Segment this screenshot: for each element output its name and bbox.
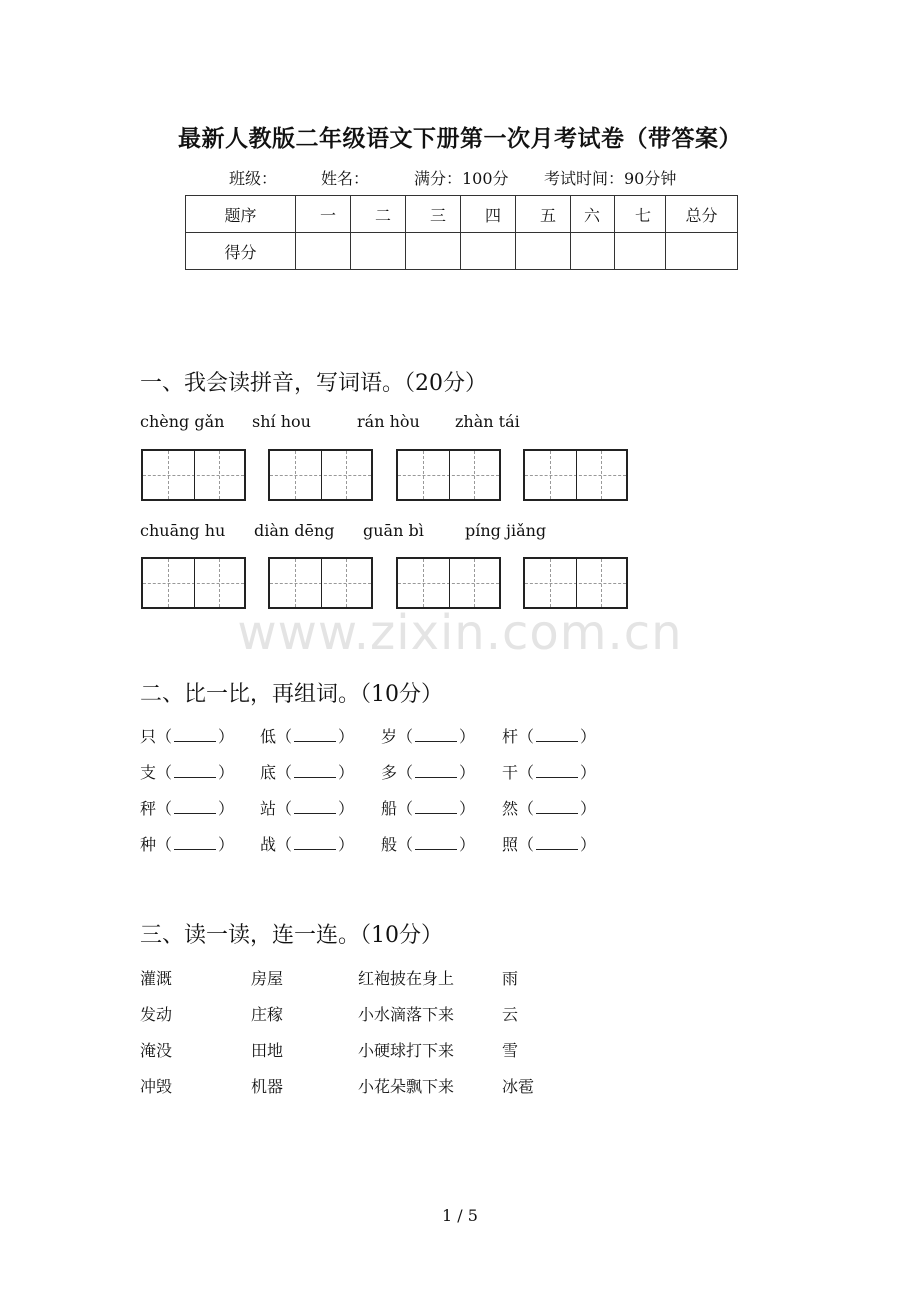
compare-item	[381, 832, 475, 855]
compare-character: 然	[502, 799, 519, 818]
match-word[interactable]: 庄稼	[251, 1005, 284, 1024]
answer-blank[interactable]	[174, 729, 216, 742]
writing-grid-box[interactable]	[268, 557, 373, 609]
compare-item	[381, 760, 475, 783]
answer-blank[interactable]	[294, 837, 336, 850]
score-col-2: 二	[351, 196, 406, 233]
compare-item	[260, 724, 354, 747]
close-paren: ）	[338, 763, 355, 782]
match-word[interactable]: 小水滴落下来	[358, 1005, 455, 1024]
score-col-3: 三	[406, 196, 461, 233]
compare-character: 杆	[502, 727, 519, 746]
compare-item	[381, 796, 475, 819]
compare-item	[502, 832, 596, 855]
match-word[interactable]: 小硬球打下来	[358, 1041, 455, 1060]
close-paren: ）	[580, 799, 597, 818]
answer-blank[interactable]	[536, 801, 578, 814]
score-cell[interactable]	[516, 233, 571, 270]
open-paren: （	[276, 799, 293, 818]
compare-character: 战	[260, 835, 277, 854]
open-paren: （	[397, 727, 414, 746]
match-word[interactable]: 发动	[140, 1005, 173, 1024]
score-table-score-row	[186, 233, 738, 270]
pinyin-label: diàn dēng	[254, 521, 335, 540]
compare-item	[260, 796, 354, 819]
compare-character: 只	[140, 727, 157, 746]
match-word[interactable]: 田地	[251, 1041, 284, 1060]
compare-character: 支	[140, 763, 157, 782]
pinyin-label: chuāng hu	[140, 521, 226, 540]
compare-item	[502, 760, 596, 783]
open-paren: （	[397, 835, 414, 854]
match-word[interactable]: 灌溉	[140, 969, 173, 988]
close-paren: ）	[218, 835, 235, 854]
score-cell[interactable]	[351, 233, 406, 270]
writing-grid-box[interactable]	[141, 557, 246, 609]
score-col-6: 六	[571, 196, 615, 233]
class-label: 班级：	[229, 169, 278, 188]
score-cell[interactable]	[406, 233, 461, 270]
score-table-header-row	[186, 196, 738, 233]
compare-item	[502, 796, 596, 819]
match-word[interactable]: 雨	[502, 969, 519, 988]
match-word[interactable]: 机器	[251, 1077, 284, 1096]
open-paren: （	[518, 799, 535, 818]
score-cell[interactable]	[666, 233, 738, 270]
match-word[interactable]: 小花朵飘下来	[358, 1077, 455, 1096]
match-word[interactable]: 冲毁	[140, 1077, 173, 1096]
score-col-4: 四	[461, 196, 516, 233]
compare-character: 底	[260, 763, 277, 782]
open-paren: （	[397, 799, 414, 818]
open-paren: （	[276, 835, 293, 854]
score-col-1: 一	[296, 196, 351, 233]
section3-heading: 三、读一读，连一连。（10分）	[140, 923, 443, 948]
close-paren: ）	[338, 727, 355, 746]
answer-blank[interactable]	[174, 765, 216, 778]
pinyin-label: píng jiǎng	[465, 521, 547, 540]
open-paren: （	[156, 835, 173, 854]
answer-blank[interactable]	[536, 765, 578, 778]
close-paren: ）	[459, 727, 476, 746]
compare-character: 低	[260, 727, 277, 746]
compare-character: 岁	[381, 727, 398, 746]
pinyin-label: shí hou	[252, 412, 311, 431]
answer-blank[interactable]	[415, 729, 457, 742]
compare-character: 船	[381, 799, 398, 818]
score-cell[interactable]	[615, 233, 666, 270]
compare-item	[381, 724, 475, 747]
compare-item	[260, 832, 354, 855]
open-paren: （	[276, 763, 293, 782]
compare-character: 多	[381, 763, 398, 782]
writing-grid-box[interactable]	[396, 449, 501, 501]
score-cell[interactable]	[461, 233, 516, 270]
name-label: 姓名：	[321, 169, 370, 188]
compare-character: 站	[260, 799, 277, 818]
close-paren: ）	[218, 727, 235, 746]
match-word[interactable]: 红袍披在身上	[358, 969, 455, 988]
exam-time-label: 考试时间：90分钟	[544, 169, 677, 188]
open-paren: （	[156, 727, 173, 746]
score-cell[interactable]	[296, 233, 351, 270]
page-title: 最新人教版二年级语文下册第一次月考试卷（带答案）	[178, 125, 742, 152]
answer-blank[interactable]	[536, 837, 578, 850]
close-paren: ）	[459, 835, 476, 854]
compare-character: 种	[140, 835, 157, 854]
match-word[interactable]: 云	[502, 1005, 519, 1024]
answer-blank[interactable]	[294, 765, 336, 778]
score-header-label: 题序	[186, 196, 296, 233]
section1-heading: 一、我会读拼音，写词语。（20分）	[140, 371, 487, 396]
open-paren: （	[156, 799, 173, 818]
open-paren: （	[276, 727, 293, 746]
answer-blank[interactable]	[415, 801, 457, 814]
watermark-text: www.zixin.com.cn	[237, 605, 683, 661]
open-paren: （	[518, 763, 535, 782]
open-paren: （	[518, 835, 535, 854]
compare-character: 般	[381, 835, 398, 854]
answer-blank[interactable]	[536, 729, 578, 742]
compare-item	[140, 724, 234, 747]
answer-blank[interactable]	[174, 837, 216, 850]
answer-blank[interactable]	[174, 801, 216, 814]
pinyin-label: chèng gǎn	[140, 412, 225, 431]
close-paren: ）	[459, 799, 476, 818]
close-paren: ）	[580, 727, 597, 746]
score-cell[interactable]	[571, 233, 615, 270]
close-paren: ）	[338, 835, 355, 854]
match-word[interactable]: 雪	[502, 1041, 519, 1060]
answer-blank[interactable]	[294, 729, 336, 742]
answer-blank[interactable]	[415, 837, 457, 850]
compare-item	[140, 796, 234, 819]
full-score-label: 满分：100分	[414, 169, 509, 188]
match-word[interactable]: 淹没	[140, 1041, 173, 1060]
pinyin-label: guān bì	[363, 521, 424, 540]
compare-item	[140, 760, 234, 783]
score-table	[185, 195, 738, 270]
compare-item	[260, 760, 354, 783]
page-number: 1 / 5	[442, 1206, 478, 1225]
answer-blank[interactable]	[294, 801, 336, 814]
compare-character: 秤	[140, 799, 157, 818]
score-col-total: 总分	[666, 196, 738, 233]
writing-grid-box[interactable]	[268, 449, 373, 501]
close-paren: ）	[580, 763, 597, 782]
compare-item	[502, 724, 596, 747]
writing-grid-box[interactable]	[523, 557, 628, 609]
open-paren: （	[518, 727, 535, 746]
answer-blank[interactable]	[415, 765, 457, 778]
compare-item	[140, 832, 234, 855]
pinyin-label: rán hòu	[357, 412, 420, 431]
writing-grid-box[interactable]	[396, 557, 501, 609]
open-paren: （	[156, 763, 173, 782]
close-paren: ）	[459, 763, 476, 782]
pinyin-label: zhàn tái	[455, 412, 520, 431]
score-col-5: 五	[516, 196, 571, 233]
match-word[interactable]: 冰雹	[502, 1077, 535, 1096]
close-paren: ）	[580, 835, 597, 854]
close-paren: ）	[218, 799, 235, 818]
close-paren: ）	[338, 799, 355, 818]
writing-grid-box[interactable]	[523, 449, 628, 501]
compare-character: 照	[502, 835, 519, 854]
score-col-7: 七	[615, 196, 666, 233]
compare-character: 干	[502, 763, 519, 782]
match-word[interactable]: 房屋	[251, 969, 284, 988]
close-paren: ）	[218, 763, 235, 782]
open-paren: （	[397, 763, 414, 782]
section2-heading: 二、比一比，再组词。（10分）	[140, 682, 443, 707]
writing-grid-box[interactable]	[141, 449, 246, 501]
score-row-label: 得分	[186, 233, 296, 270]
